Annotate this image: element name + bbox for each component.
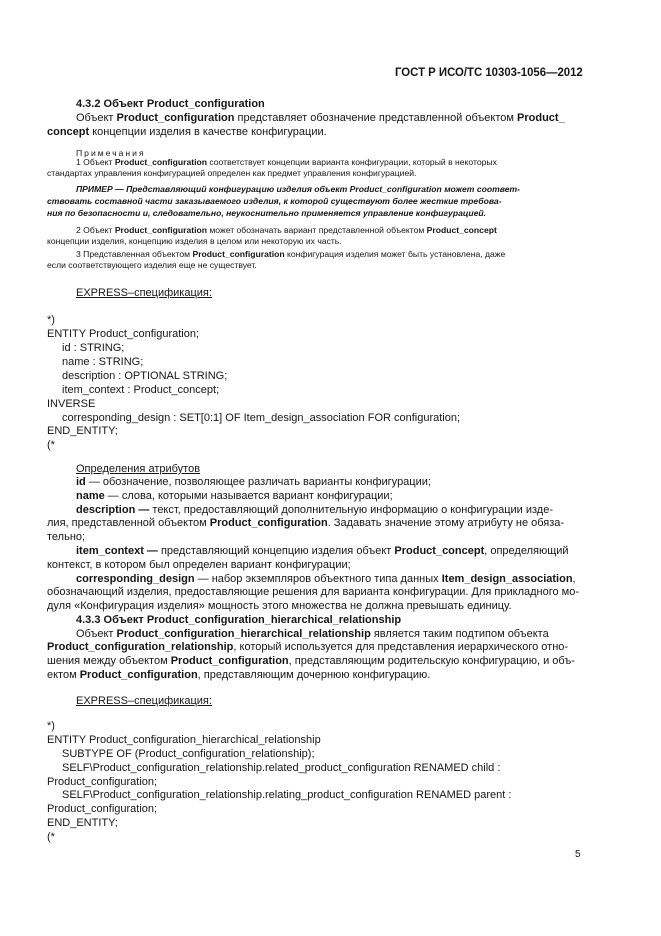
attribute-corresponding-design: обозначающий изделия, предоставляющие решения для варианта конфигурации. Для прикладного мо- xyxy=(47,586,580,598)
attributes-label: Определения атрибутов xyxy=(76,463,201,475)
attribute-corresponding-design: дуля «Конфигурация изделия» мощность этого множества не должна превышать единицу. xyxy=(47,600,512,612)
note-2-line: 2 Объект Product_configuration может обозначать вариант представленной объектом Product_concept xyxy=(76,225,497,235)
code-line: *) xyxy=(47,720,55,732)
code-line: name : STRING; xyxy=(62,356,144,368)
code-line: (* xyxy=(47,439,55,451)
attribute-corresponding-design: corresponding_design — набор экземпляров объектного типа данных Item_design_association, xyxy=(76,573,576,585)
page-number: 5 xyxy=(575,849,581,860)
code-line: corresponding_design : SET[0:1] OF Item_design_association FOR configuration; xyxy=(62,412,461,424)
paragraph-line: Product_configuration_relationship, который используется для представления иерархического отно- xyxy=(47,641,569,653)
code-line: ENTITY Product_configuration_hierarchical_relationship xyxy=(47,734,321,746)
code-line: SELF\Product_configuration_relationship.related_product_configuration RENAMED child : xyxy=(62,762,501,774)
code-line: Product_configuration; xyxy=(47,803,158,815)
code-line: *) xyxy=(47,314,55,326)
note-1-line: стандартах управления конфигурацией определен как предмет управления конфигурацией. xyxy=(47,168,417,178)
example-line: ПРИМЕР — Представляющий конфигурацию изделия объект Product_configuration может соответ- xyxy=(76,184,521,194)
attribute-description: description — текст, предоставляющий дополнительную информацию о конфигурации изде- xyxy=(76,504,553,516)
code-line: INVERSE xyxy=(47,398,96,410)
example-line: ния по безопасности и, следовательно, неукоснительно применяется управление конфигурацией. xyxy=(47,208,487,218)
note-1-line: 1 Объект Product_configuration соответствует концепции варианта конфигурации, который в некоторых xyxy=(76,157,497,167)
paragraph-line: concept концепции изделия в качестве конфигурации. xyxy=(47,126,327,138)
code-line: item_context : Product_concept; xyxy=(62,384,220,396)
code-line: END_ENTITY; xyxy=(47,425,118,437)
paragraph-line: Объект Product_configuration_hierarchical_relationship является таким подтипом объекта xyxy=(76,628,549,640)
attribute-name: name — слова, которыми называется вариант конфигурации; xyxy=(76,490,393,502)
code-line: (* xyxy=(47,831,55,843)
section-heading-4-3-3: 4.3.3 Объект Product_configuration_hierarchical_relationship xyxy=(76,614,402,626)
note-3-line: 3 Представленная объектом Product_configuration конфигурация изделия может быть установлена, даже xyxy=(76,249,506,259)
code-line: id : STRING; xyxy=(62,342,125,354)
attribute-description: лия, представленной объектом Product_configuration. Задавать значение этому атрибуту не обяза- xyxy=(47,517,565,529)
notes-title: Примечания xyxy=(76,148,146,158)
code-line: SUBTYPE OF (Product_configuration_relationship); xyxy=(62,748,315,760)
attribute-id: id — обозначение, позволяющее различать варианты конфигурации; xyxy=(76,476,431,488)
express-spec-label: EXPRESS–спецификация: xyxy=(76,287,212,299)
code-line: SELF\Product_configuration_relationship.relating_product_configuration RENAMED parent : xyxy=(62,789,512,801)
note-3-line: если соответствующего изделия еще не существует. xyxy=(47,260,257,270)
code-line: Product_configuration; xyxy=(47,776,158,788)
attribute-description: тельно; xyxy=(47,531,86,543)
section-heading-4-3-2: 4.3.2 Объект Product_configuration xyxy=(76,98,265,110)
document-header: ГОСТ Р ИСО/ТС 10303-1056—2012 xyxy=(395,67,583,79)
attribute-item-context: контекст, в котором был определен вариант конфигурации; xyxy=(47,559,351,571)
code-line: END_ENTITY; xyxy=(47,817,118,829)
express-spec-label: EXPRESS–спецификация: xyxy=(76,695,212,707)
code-line: ENTITY Product_configuration; xyxy=(47,328,200,340)
note-2-line: концепции изделия, концепцию изделия в целом или некоторую их часть. xyxy=(47,236,342,246)
example-line: ствовать составной части заказываемого изделия, к которой существуют более жесткие требова- xyxy=(47,196,502,206)
paragraph-line: ектом Product_configuration, представляющим дочернюю конфигурацию. xyxy=(47,669,431,681)
paragraph-line: шения между объектом Product_configuration, представляющим родительскую конфигурацию, и объ- xyxy=(47,655,575,667)
paragraph-line: Объект Product_configuration представляет обозначение представленной объектом Product_ xyxy=(76,112,565,124)
attribute-item-context: item_context — представляющий концепцию изделия объект Product_concept, определяющий xyxy=(76,545,569,557)
code-line: description : OPTIONAL STRING; xyxy=(62,370,228,382)
